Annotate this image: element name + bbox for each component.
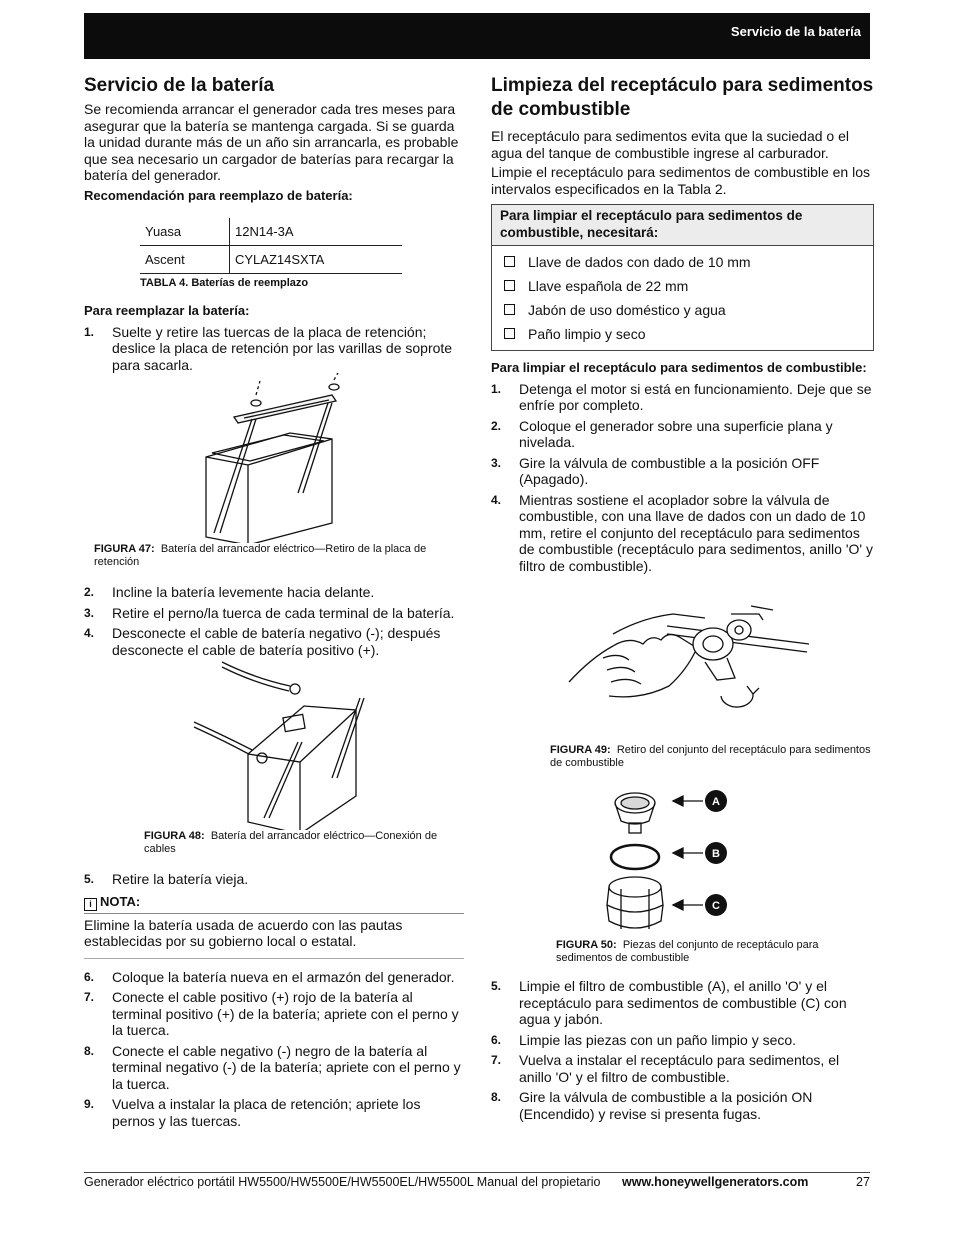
figure-47-battery-retainer-plate (84, 373, 464, 543)
checkbox-icon (504, 328, 515, 339)
sediment-cup-title: Limpieza del receptáculo para sedimentos de combustible (491, 75, 874, 120)
checkbox-icon (504, 304, 515, 315)
list-item: 3. Gire la válvula de combustible a la posición OFF (Apagado). (491, 454, 820, 487)
replace-steps-d (84, 969, 464, 1130)
page-number: 27 (856, 1175, 870, 1189)
footer-website-link[interactable]: www.honeywellgenerators.com (622, 1175, 809, 1189)
checkbox-icon (504, 256, 515, 267)
info-icon: i (84, 898, 97, 911)
list-item: 3. Retire el perno/la tuerca de cada terminal de la batería. (84, 604, 455, 621)
page-header-bar (84, 13, 870, 59)
replace-steps-a (84, 324, 464, 374)
tools-needed-box (491, 204, 874, 351)
tools-needed-heading: Para limpiar el receptáculo para sedimentos de combustible, necesitará: (492, 205, 873, 246)
replacement-battery-table (140, 218, 402, 274)
list-item: Llave española de 22 mm (504, 274, 863, 298)
note-body: Elimine la batería usada de acuerdo con las pautas establecidas por su gobierno local o estatal. (84, 914, 464, 959)
list-item: 5. Retire la batería vieja. (84, 871, 249, 887)
header-section-title: Servicio de la batería (730, 24, 861, 39)
list-item: 6. Limpie las piezas con un paño limpio y seco. (491, 1031, 797, 1048)
footer-manual-title: Generador eléctrico portátil HW5500/HW5500E/HW5500EL/HW5500L Manual del propietario (84, 1175, 601, 1189)
replace-steps-c (84, 871, 464, 888)
sediment-intro-1: El receptáculo para sedimentos evita que la suciedad o el agua del tanque de combustible ingrese al carburador. (491, 128, 849, 161)
list-item: Paño limpio y seco (504, 322, 863, 346)
clean-steps-a (491, 381, 874, 575)
table-caption: TABLA 4. Baterías de reemplazo (140, 277, 309, 289)
list-item: 9. Vuelva a instalar la placa de retención; apriete los pernos y las tuercas. (84, 1096, 421, 1129)
table-cell-model: CYLAZ14SXTA (230, 246, 403, 274)
list-item: 8. Gire la válvula de combustible a la posición ON (Encendido) y revise si presenta fugas. (491, 1089, 813, 1122)
list-item: 7. Vuelva a instalar el receptáculo para sedimentos, el anillo 'O' y el filtro de combustible. (491, 1052, 840, 1085)
list-item: 6. Coloque la batería nueva en el armazón del generador. (84, 968, 455, 985)
part-label-c: C (712, 900, 720, 912)
clean-steps-b (491, 978, 874, 1122)
list-item: 4. Mientras sostiene el acoplador sobre la válvula de combustible, con una llave de dados con un dado de 10 mm, retire el conjunto del receptáculo para sedimentos de combustible (receptáculo para sedimentos, anillo 'O' y filtro de combustible). (491, 491, 873, 574)
table-row (140, 246, 402, 274)
battery-service-title: Servicio de la batería (84, 75, 275, 96)
right-column (491, 74, 874, 1122)
replace-steps-b (84, 584, 464, 658)
list-item: 1. Suelte y retire las tuercas de la placa de retención; deslice la placa de retención por las varillas de soprote para sacarla. (84, 323, 453, 373)
replace-procedure-heading: Para reemplazar la batería: (84, 303, 250, 318)
list-item: Llave de dados con dado de 10 mm (504, 250, 863, 274)
list-item: 8. Conecte el cable negativo (-) negro de la batería al terminal negativo (-) de la batería; apriete con el perno y la tuerca. (84, 1042, 461, 1092)
table-row (140, 218, 402, 246)
part-label-b: B (712, 848, 720, 860)
table-cell-brand: Ascent (140, 246, 230, 274)
footer-divider (84, 1172, 870, 1173)
figure-50-sediment-cup-parts (491, 769, 874, 939)
list-item: 5. Limpie el filtro de combustible (A), el anillo 'O' y el receptáculo para sedimentos de combustible (C) con agua y jabón. (491, 978, 847, 1027)
figure-48-battery-cables (84, 658, 464, 830)
part-label-a: A (712, 796, 720, 808)
clean-procedure-heading: Para limpiar el receptáculo para sedimentos de combustible: (491, 360, 867, 375)
figure-50-caption: FIGURA 50: Piezas del conjunto de receptáculo para sedimentos de combustible (556, 939, 819, 964)
list-item: 4. Desconecte el cable de batería negativo (-); después desconecte el cable de batería positivo (+). (84, 625, 441, 658)
sediment-intro-2: Limpie el receptáculo para sedimentos de combustible en los intervalos especificados en la Tabla 2. (491, 164, 870, 197)
figure-48-caption: FIGURA 48: Batería del arrancador eléctrico—Conexión de cables (144, 830, 438, 855)
list-item: 2. Incline la batería levemente hacia delante. (84, 584, 375, 600)
battery-intro: Se recomienda arrancar el generador cada tres meses para asegurar que la batería se mantenga cargada. Si se guarda la unidad durante más de un año sin arrancarla, es probable que sea necesario un cargador de baterías para recargar la batería del generador. (84, 101, 459, 183)
list-item: 7. Conecte el cable positivo (+) rojo de la batería al terminal positivo (+) de la batería; apriete con el perno y la tuerca. (84, 989, 459, 1038)
figure-49-caption: FIGURA 49: Retiro del conjunto del receptáculo para sedimentos de combustible (550, 744, 871, 769)
note-heading: i NOTA: (84, 894, 464, 914)
checkbox-icon (504, 280, 515, 291)
list-item: Jabón de uso doméstico y agua (504, 298, 863, 322)
tools-list (492, 246, 873, 350)
figure-47-caption: FIGURA 47: Batería del arrancador eléctrico—Retiro de la placa de retención (94, 543, 427, 568)
table-cell-brand: Yuasa (140, 218, 230, 246)
table-cell-model: 12N14-3A (230, 218, 403, 246)
list-item: 2. Coloque el generador sobre una superficie plana y nivelada. (491, 417, 833, 450)
figure-49-sediment-cup-removal (491, 574, 874, 744)
list-item: 1. Detenga el motor si está en funcionamiento. Deje que se enfríe por completo. (491, 380, 872, 413)
replacement-heading: Recomendación para reemplazo de batería: (84, 187, 353, 203)
left-column (84, 74, 464, 1129)
